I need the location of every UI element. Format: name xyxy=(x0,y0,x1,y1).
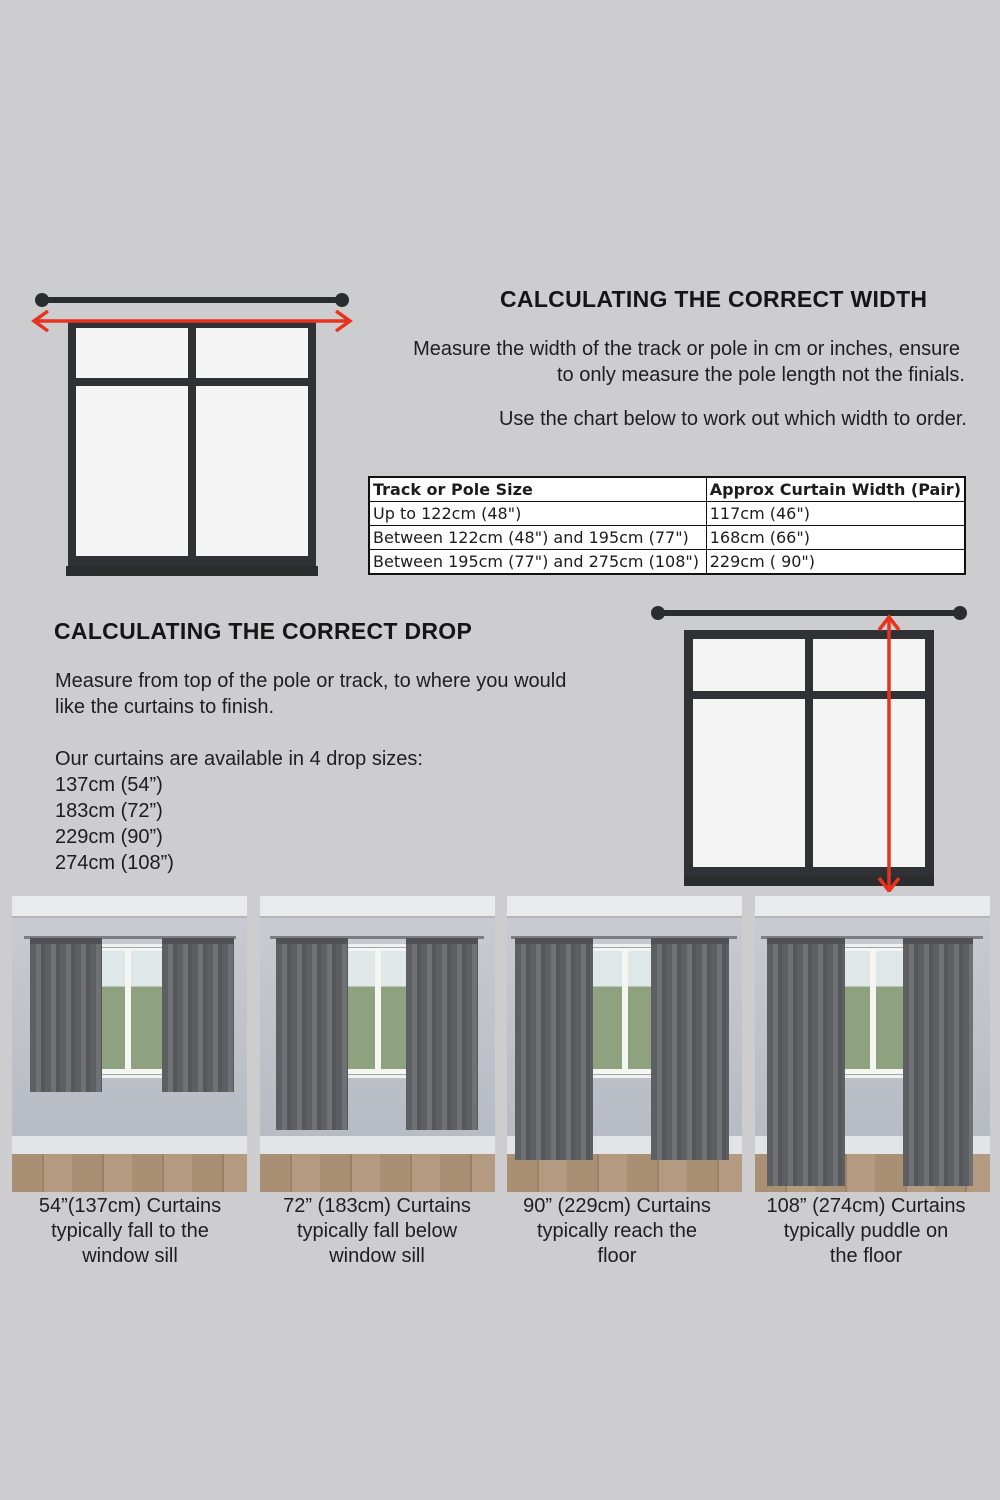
drop-instruction-2: like the curtains to finish. xyxy=(55,696,274,718)
caption-108: 108” (274cm) Curtains typically puddle on the floor xyxy=(766,1195,966,1267)
drop-size-item: 137cm (54”) xyxy=(55,774,163,796)
width-instruction-1: Measure the width of the track or pole in cm or inches, ensure xyxy=(413,338,960,360)
curtain-pole-icon xyxy=(651,606,967,620)
drop-sizes-list xyxy=(55,772,174,876)
width-section-title: CALCULATING THE CORRECT WIDTH xyxy=(500,286,928,312)
width-window-diagram xyxy=(28,286,358,578)
caption-90: 90” (229cm) Curtains typically reach the floor xyxy=(523,1195,711,1267)
table-cell: Between 195cm (77") and 275cm (108") xyxy=(369,550,706,575)
drop-sizes-intro: Our curtains are available in 4 drop sizes: xyxy=(55,748,423,770)
drop-size-item: 274cm (108”) xyxy=(55,852,174,874)
table-cell: Up to 122cm (48") xyxy=(369,502,706,526)
table-row xyxy=(369,550,965,575)
drop-size-item: 229cm (90”) xyxy=(55,826,163,848)
table-row xyxy=(369,526,965,550)
table-row xyxy=(369,502,965,526)
curtain-photo-108 xyxy=(755,896,990,1192)
table-cell: 168cm (66") xyxy=(706,526,965,550)
drop-section-title: CALCULATING THE CORRECT DROP xyxy=(54,618,473,644)
curtain-photo-72 xyxy=(260,896,495,1192)
table-header-row xyxy=(369,477,965,502)
curtain-photo-90 xyxy=(507,896,742,1192)
width-instruction-2: to only measure the pole length not the finials. xyxy=(556,364,965,386)
drop-size-item: 183cm (72”) xyxy=(55,800,163,822)
table-cell: 117cm (46") xyxy=(706,502,965,526)
size-table xyxy=(368,476,966,575)
table-header: Track or Pole Size xyxy=(369,477,706,502)
table-cell: Between 122cm (48") and 195cm (77") xyxy=(369,526,706,550)
curtain-photo-54 xyxy=(12,896,247,1192)
width-instruction-3: Use the chart below to work out which width to order. xyxy=(498,408,967,430)
caption-54: 54”(137cm) Curtains typically fall to the window sill xyxy=(38,1195,222,1267)
table-cell: 229cm ( 90") xyxy=(706,550,965,575)
table-header: Approx Curtain Width (Pair) xyxy=(706,477,965,502)
drop-window-diagram xyxy=(646,598,976,892)
drop-instruction-1: Measure from top of the pole or track, to where you would xyxy=(55,670,567,692)
curtain-pole-icon xyxy=(35,293,349,307)
caption-72: 72” (183cm) Curtains typically fall below window sill xyxy=(283,1195,471,1267)
